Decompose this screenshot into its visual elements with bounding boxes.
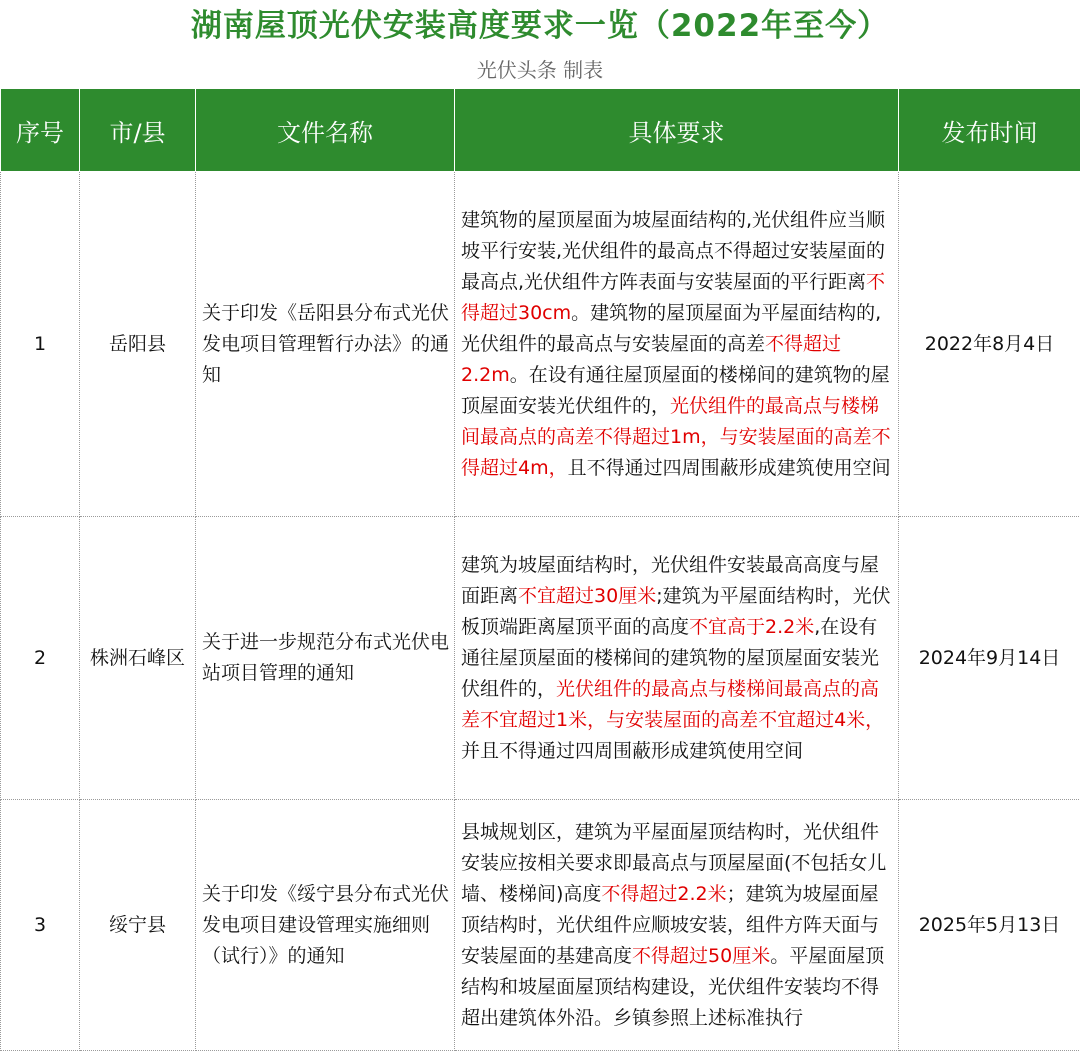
requirement-text: ;建筑为平屋面结构时，光伏板顶端距离屋顶平面的高度: [461, 584, 891, 638]
header-file-name: 文件名称: [196, 89, 455, 172]
highlighted-requirement: 光伏组件的最高点与楼梯间最高点的高差不宜超过1米，与安装屋面的高差不宜超过4米，: [461, 677, 885, 731]
requirement-text: 且不得通过四周围蔽形成建筑使用空间: [567, 456, 891, 479]
table-row: [1, 517, 1080, 800]
table-row: [1, 800, 1080, 1051]
row-region: 岳阳县: [80, 172, 196, 517]
highlighted-requirement: 光伏组件的最高点与楼梯间最高点的高差不得超过1m，与安装屋面的高差不得超过4m，: [461, 394, 891, 479]
highlighted-requirement: 不得超过30cm: [461, 270, 886, 324]
highlighted-requirement: 不得超过50厘米: [632, 944, 771, 967]
row-index: 2: [1, 517, 80, 800]
row-requirements: [455, 172, 899, 517]
row-publish-date: 2025年5月13日: [899, 800, 1080, 1051]
highlighted-requirement: 不得超过2.2米: [601, 882, 727, 905]
row-index: 3: [1, 800, 80, 1051]
row-index: 1: [1, 172, 80, 517]
header-requirements: 具体要求: [455, 89, 899, 172]
highlighted-requirement: 不得超过2.2m: [461, 332, 842, 386]
header-region: 市/县: [80, 89, 196, 172]
header-index: 序号: [1, 89, 80, 172]
requirements-table: [0, 88, 1080, 1051]
requirement-text: 。平屋面屋顶结构和坡屋面屋顶结构建设，光伏组件安装均不得超出建筑体外沿。乡镇参照上述标准执行: [461, 944, 885, 1029]
row-file-name: 关于印发《绥宁县分布式光伏发电项目建设管理实施细则（试行）》的通知: [196, 800, 455, 1051]
requirement-text: ；建筑为坡屋面屋顶结构时，光伏组件应顺坡安装，组件方阵天面与安装屋面的基建高度: [461, 882, 880, 967]
requirement-text: 建筑为坡屋面结构时，光伏组件安装最高高度与屋面距离: [461, 553, 880, 607]
row-region: 绥宁县: [80, 800, 196, 1051]
requirement-text: 建筑物的屋顶屋面为坡屋面结构的,光伏组件应当顺坡平行安装,光伏组件的最高点不得超过安装屋面的最高点,光伏组件方阵表面与安装屋面的平行距离: [461, 208, 886, 293]
row-file-name: 关于进一步规范分布式光伏电站项目管理的通知: [196, 517, 455, 800]
header-publish-date: 发布时间: [899, 89, 1080, 172]
highlighted-requirement: 不宜高于2.2米: [689, 615, 815, 638]
row-publish-date: 2022年8月4日: [899, 172, 1080, 517]
page-subtitle: 光伏头条 制表: [476, 58, 604, 82]
requirement-text: ,在设有通往屋顶屋面的楼梯间的建筑物的屋顶屋面安装光伏组件的，: [461, 615, 880, 700]
requirement-text: 。在设有通往屋顶屋面的楼梯间的建筑物的屋顶屋面安装光伏组件的，: [461, 363, 890, 417]
page-title: 湖南屋顶光伏安装高度要求一览（2022年至今）: [190, 8, 890, 44]
row-requirements: [455, 517, 899, 800]
row-region: 株洲石峰区: [80, 517, 196, 800]
requirement-text: 并且不得通过四周围蔽形成建筑使用空间: [461, 739, 804, 762]
requirement-text: 。建筑物的屋顶屋面为平屋面结构的,光伏组件的最高点与安装屋面的高差: [461, 301, 882, 355]
row-requirements: [455, 800, 899, 1051]
row-publish-date: 2024年9月14日: [899, 517, 1080, 800]
highlighted-requirement: 不宜超过30厘米: [518, 584, 657, 607]
table-row: [1, 172, 1080, 517]
row-file-name: 关于印发《岳阳县分布式光伏发电项目管理暂行办法》的通知: [196, 172, 455, 517]
table-header-row: [1, 89, 1080, 172]
requirement-text: 县城规划区，建筑为平屋面屋顶结构时，光伏组件安装应按相关要求即最高点与顶屋屋面(不包括女儿墙、楼梯间)高度: [461, 820, 887, 905]
